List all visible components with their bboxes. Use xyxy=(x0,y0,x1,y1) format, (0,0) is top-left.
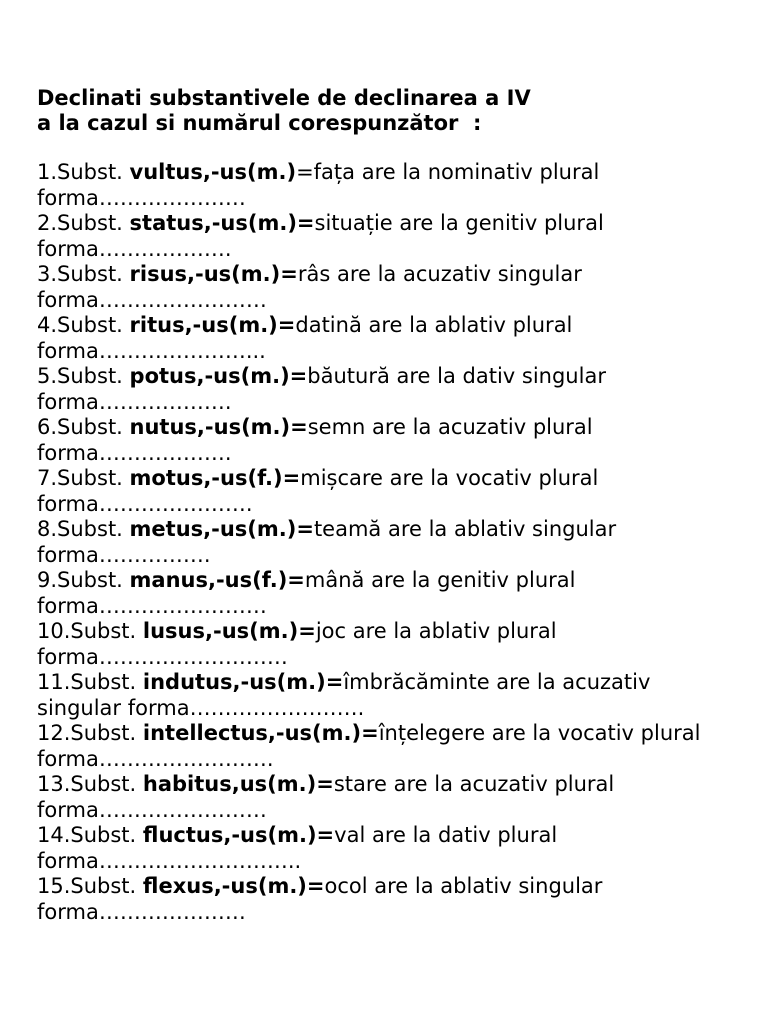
item-noun: indutus,-us(m.)= xyxy=(142,670,344,694)
item-prefix: 7.Subst. xyxy=(37,466,130,490)
item-noun: motus,-us(f.)= xyxy=(129,466,301,490)
item-instruction: semn are la acuzativ plural forma………………. xyxy=(37,415,593,465)
exercise-item xyxy=(37,466,737,517)
item-instruction: situație are la genitiv plural forma………………. xyxy=(37,211,604,261)
item-prefix: 9.Subst. xyxy=(37,568,130,592)
exercise-item xyxy=(37,211,737,262)
exercise-item xyxy=(37,364,737,415)
item-instruction: teamă are la ablativ singular forma……………. xyxy=(37,517,617,567)
item-noun: fluctus,-us(m.)= xyxy=(142,823,335,847)
item-instruction: mișcare are la vocativ plural forma…………………. xyxy=(37,466,599,516)
item-instruction: înțelegere are la vocativ plural forma……………………. xyxy=(37,721,701,771)
exercise-item xyxy=(37,313,737,364)
title-line-2: a la cazul si numărul corespunzător : xyxy=(37,111,482,135)
exercise-item xyxy=(37,721,737,772)
item-noun: potus,-us(m.)= xyxy=(129,364,308,388)
item-noun: metus,-us(m.)= xyxy=(129,517,314,541)
title-line-1: Declinati substantivele de declinarea a IV xyxy=(37,86,531,110)
item-instruction: râs are la acuzativ singular forma…………………… xyxy=(37,262,582,312)
item-prefix: 6.Subst. xyxy=(37,415,130,439)
item-prefix: 8.Subst. xyxy=(37,517,130,541)
item-instruction: mână are la genitiv plural forma…………………… xyxy=(37,568,576,618)
item-prefix: 11.Subst. xyxy=(37,670,143,694)
item-noun: vultus,-us(m.) xyxy=(129,160,297,184)
item-prefix: 10.Subst. xyxy=(37,619,143,643)
exercise-item xyxy=(37,262,737,313)
item-noun: manus,-us(f.)= xyxy=(129,568,305,592)
item-prefix: 15.Subst. xyxy=(37,874,143,898)
exercise-item xyxy=(37,160,737,211)
item-instruction: îmbrăcăminte are la acuzativ singular forma……………………. xyxy=(37,670,651,720)
exercise-item xyxy=(37,415,737,466)
item-noun: flexus,-us(m.)= xyxy=(142,874,325,898)
item-prefix: 2.Subst. xyxy=(37,211,130,235)
item-noun: habitus,us(m.)= xyxy=(142,772,334,796)
exercise-item xyxy=(37,517,737,568)
exercise-item xyxy=(37,823,737,874)
item-prefix: 1.Subst. xyxy=(37,160,130,184)
exercise-item xyxy=(37,874,737,925)
exercise-title xyxy=(37,86,737,136)
exercise-item xyxy=(37,619,737,670)
item-instruction: =fața are la nominativ plural forma………………… xyxy=(37,160,600,210)
item-noun: lusus,-us(m.)= xyxy=(142,619,316,643)
exercise-item xyxy=(37,670,737,721)
item-prefix: 13.Subst. xyxy=(37,772,143,796)
item-noun: status,-us(m.)= xyxy=(129,211,315,235)
item-instruction: val are la dativ plural forma……………………….. xyxy=(37,823,558,873)
item-noun: intellectus,-us(m.)= xyxy=(142,721,379,745)
item-instruction: joc are la ablativ plural forma……………………… xyxy=(37,619,557,669)
item-prefix: 14.Subst. xyxy=(37,823,143,847)
item-prefix: 12.Subst. xyxy=(37,721,143,745)
item-noun: ritus,-us(m.)= xyxy=(129,313,296,337)
exercise-list xyxy=(37,160,737,925)
item-prefix: 4.Subst. xyxy=(37,313,130,337)
item-noun: risus,-us(m.)= xyxy=(129,262,298,286)
item-prefix: 5.Subst. xyxy=(37,364,130,388)
item-instruction: datină are la ablativ plural forma…………………... xyxy=(37,313,573,363)
exercise-item xyxy=(37,568,737,619)
item-noun: nutus,-us(m.)= xyxy=(129,415,308,439)
item-instruction: stare are la acuzativ plural forma…………………… xyxy=(37,772,615,822)
document-page xyxy=(37,86,737,941)
item-instruction: ocol are la ablativ singular forma………………… xyxy=(37,874,603,924)
item-prefix: 3.Subst. xyxy=(37,262,130,286)
item-instruction: băutură are la dativ singular forma………………. xyxy=(37,364,606,414)
exercise-item xyxy=(37,772,737,823)
